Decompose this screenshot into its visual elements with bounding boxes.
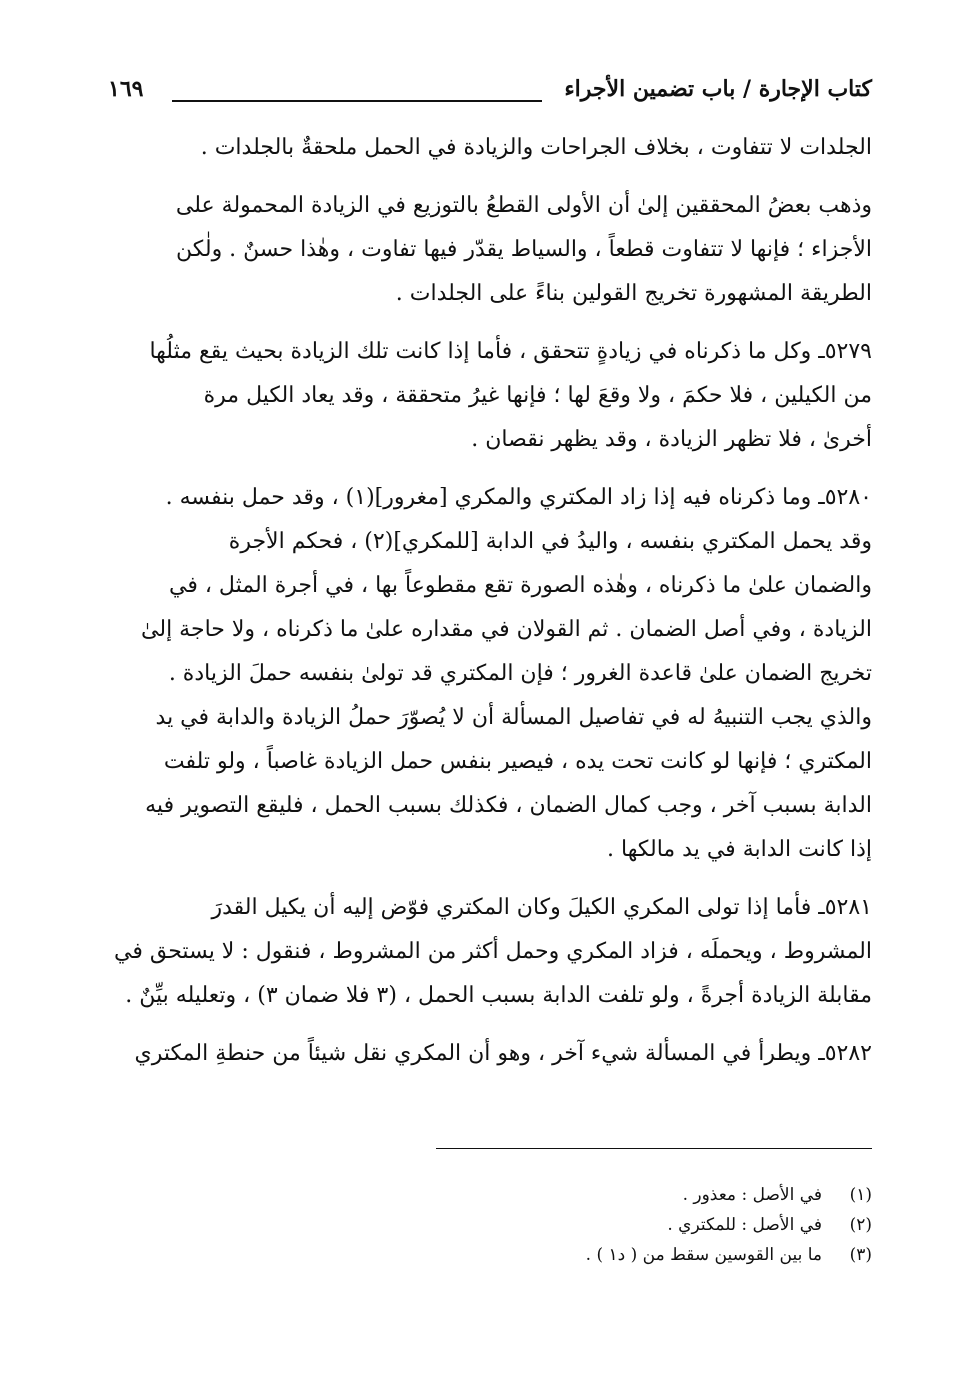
footnote-text: ما بين القوسين سقط من ( د١ ) . [585,1245,822,1265]
text-line: الأجزاء ؛ فإنها لا تتفاوت قطعاً ، والسياط يقدّر فيها تفاوت ، وهٰذا حسنٌ . ولٰكن [175,237,872,262]
text-line: تخريج الضمان علىٰ قاعدة الغرور ؛ فإن المكتري قد تولىٰ بنفسه حملَ الزيادة . [168,661,872,686]
footnote-number: (٣) [849,1245,872,1265]
text-line: المكتري ؛ فإنها لو كانت تحت يده ، فيصير بنفس حمل الزيادة غاصباً ، ولو تلفت [163,749,872,774]
text-line: المشروط ، ويحملَه ، فزاد المكري وحمل أكثر من المشروط ، فنقول : لا يستحق في [114,939,872,964]
text-line: والذي يجب التنبيهُ له في تفاصيل المسألة أن لا يُصوّرَ حملُ الزيادة والدابة في يد [155,705,872,730]
footnote-number: (١) [849,1185,872,1205]
footnote [100,1240,872,1270]
text-line: ٥٢٨٠ـ وما ذكرناه فيه إذا زاد المكتري والمكري [مغرور](١) ، وقد حمل بنفسه . [165,485,872,510]
text-line: من الكيلين ، فلا حكمَ ، ولا وقعَ لها ؛ فإنها غيرُ متحققة ، وقد يعاد الكيل مرة [203,383,872,408]
footnotes [100,1180,872,1270]
footnote-text: في الأصل : للمكتري . [667,1215,822,1235]
footnote [100,1180,872,1210]
text-line: إذا كانت الدابة في يد مالكها . [607,837,872,862]
text-line: الطريقة المشهورة تخريج القولين بناءً على الجلدات . [395,281,872,306]
text-line: أخرىٰ ، فلا تظهر الزيادة ، وقد يظهر نقصان . [471,427,872,452]
paragraph-gap [100,872,872,886]
footnote-number: (٢) [849,1215,872,1235]
text-line: وذهب بعضُ المحققين إلىٰ أن الأولى القطعُ بالتوزيع في الزيادة المحمولة على [175,193,872,218]
text-line: الجلدات لا تتفاوت ، بخلاف الجراحات والزيادة في الحمل ملحقةٌ بالجلدات . [200,135,872,160]
text-line: الدابة بسبب آخر ، وجب كمال الضمان ، فكذلك بسبب الحمل ، فليقع التصوير فيه [145,793,872,818]
text-line: الزيادة ، وفي أصل الضمان . ثم القولان في مقداره علىٰ ما ذكرناه ، ولا حاجة إلىٰ [141,617,872,642]
text-line: ٥٢٨١ـ فأما إذا تولى المكري الكيلَ وكان المكتري فوّض إليه أن يكيل القدرَ [211,895,872,920]
paragraph-gap [100,170,872,184]
page-number: ١٦٩ [108,76,144,102]
paragraph-gap [100,462,872,476]
paragraph-gap [100,316,872,330]
body-text [100,126,872,1076]
text-line: وقد يحمل المكتري بنفسه ، واليدُ في الدابة [للمكري](٢) ، فحكم الأجرة [228,529,872,554]
header-rule [172,100,542,102]
paragraph-gap [100,1018,872,1032]
text-line: ٥٢٨٢ـ ويطرأ في المسألة شيء آخر ، وهو أن المكري نقل شيئاً من حنطةِ المكتري [134,1041,872,1066]
text-line: مقابلة الزيادة أجرةً ، ولو تلفت الدابة بسبب الحمل ، (٣ فلا ضمان ٣) ، وتعليله بيِّنٌ . [125,983,872,1008]
text-line: والضمان علىٰ ما ذكرناه ، وهٰذه الصورة تقع مقطوعاً بها ، في أجرة المثل ، في [168,573,872,598]
running-header [100,70,872,114]
footnote-separator [436,1148,872,1149]
running-header-title: كتاب الإجارة / باب تضمين الأجراء [564,76,872,102]
footnote-text: في الأصل : معذور . [682,1185,822,1205]
footnote [100,1210,872,1240]
text-line: ٥٢٧٩ـ وكل ما ذكرناه في زيادةٍ تتحقق ، فأما إذا كانت تلك الزيادة بحيث يقع مثلُها [149,339,872,364]
